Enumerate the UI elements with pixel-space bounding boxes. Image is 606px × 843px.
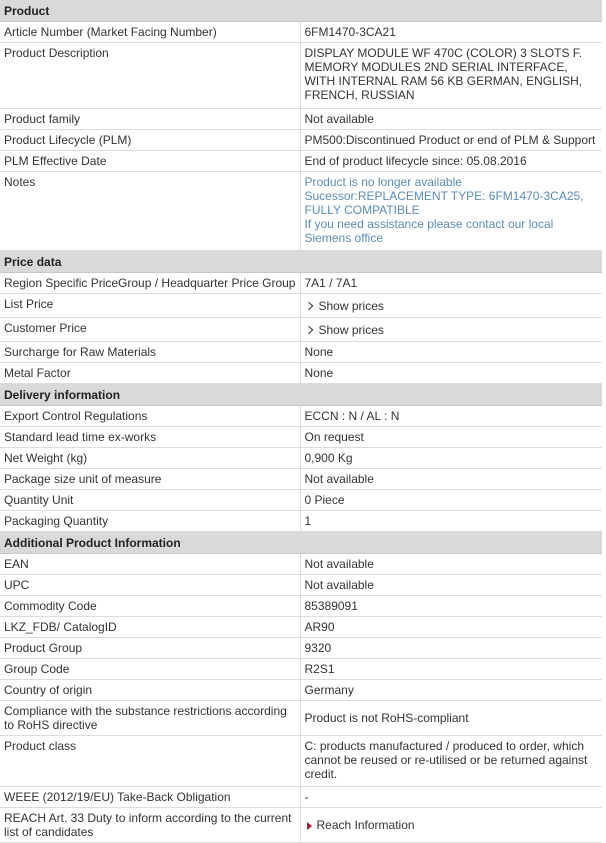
row-label: Quantity Unit (0, 490, 300, 511)
row-value: R2S1 (300, 659, 602, 680)
show-prices-label: Show prices (318, 323, 384, 337)
row-label: Region Specific PriceGroup / Headquarter Price Group (0, 273, 300, 294)
notes-successor-text: Sucessor:REPLACEMENT TYPE: 6FM1470-3CA25, FULLY COMPATIBLE (304, 189, 584, 217)
row-label: Packaging Quantity (0, 511, 300, 532)
row-net-weight (0, 448, 602, 469)
row-label: Article Number (Market Facing Number) (0, 22, 300, 43)
row-label: List Price (0, 294, 300, 318)
row-export-control (0, 406, 602, 427)
row-label: REACH Art. 33 Duty to inform according to the current list of candidates (0, 808, 300, 843)
reach-information-link[interactable] (305, 818, 415, 832)
row-value: PM500:Discontinued Product or end of PLM & Support (300, 130, 602, 151)
row-rohs-compliance (0, 701, 602, 736)
row-label: Customer Price (0, 318, 300, 342)
row-label: Product Group (0, 638, 300, 659)
row-label: Net Weight (kg) (0, 448, 300, 469)
row-label: Product family (0, 109, 300, 130)
row-label: Standard lead time ex-works (0, 427, 300, 448)
row-group-code (0, 659, 602, 680)
row-label: Country of origin (0, 680, 300, 701)
row-lead-time (0, 427, 602, 448)
notes-contact-text: If you need assistance please contact our local Siemens office (304, 217, 554, 245)
row-value: Product is not RoHS-compliant (300, 701, 602, 736)
section-title: Price data (0, 251, 602, 273)
row-country-of-origin (0, 680, 602, 701)
row-value: 85389091 (300, 596, 602, 617)
row-list-price (0, 294, 602, 318)
show-prices-label: Show prices (318, 299, 384, 313)
row-value: - (300, 787, 602, 808)
row-product-class (0, 736, 602, 787)
show-customer-prices-link[interactable] (305, 323, 384, 337)
row-value: End of product lifecycle since: 05.08.2016 (300, 151, 602, 172)
row-label: PLM Effective Date (0, 151, 300, 172)
row-value: 9320 (300, 638, 602, 659)
row-label: Compliance with the substance restrictions according to RoHS directive (0, 701, 300, 736)
row-value: 0,900 Kg (300, 448, 602, 469)
section-title: Product (0, 0, 602, 22)
row-metal-factor (0, 363, 602, 384)
row-value: DISPLAY MODULE WF 470C (COLOR) 3 SLOTS F. MEMORY MODULES 2ND SERIAL INTERFACE, WITH INTERNAL RAM 56 KB GERMAN, ENGLISH, FRENCH, RUSSIAN (300, 43, 602, 109)
row-customer-price (0, 318, 602, 342)
row-commodity-code (0, 596, 602, 617)
row-value: Not available (300, 469, 602, 490)
row-product-description (0, 43, 602, 109)
row-label: EAN (0, 554, 300, 575)
chevron-right-icon (304, 302, 312, 310)
row-value: None (300, 363, 602, 384)
row-label: UPC (0, 575, 300, 596)
chevron-right-icon (304, 326, 312, 334)
row-value: Germany (300, 680, 602, 701)
row-upc (0, 575, 602, 596)
row-label: Surcharge for Raw Materials (0, 342, 300, 363)
row-quantity-unit (0, 490, 602, 511)
row-region-price-group (0, 273, 602, 294)
row-label: Product class (0, 736, 300, 787)
row-packaging-quantity (0, 511, 602, 532)
row-label: WEEE (2012/19/EU) Take-Back Obligation (0, 787, 300, 808)
row-lkz-catalog-id (0, 617, 602, 638)
row-product-lifecycle (0, 130, 602, 151)
section-header-additional (0, 532, 602, 554)
row-label: Export Control Regulations (0, 406, 300, 427)
row-package-size (0, 469, 602, 490)
triangle-right-icon (307, 822, 312, 830)
section-header-delivery (0, 384, 602, 406)
row-value: AR90 (300, 617, 602, 638)
row-plm-effective-date (0, 151, 602, 172)
row-label: Notes (0, 172, 300, 251)
row-value (300, 172, 602, 251)
row-label: Product Lifecycle (PLM) (0, 130, 300, 151)
row-label: LKZ_FDB/ CatalogID (0, 617, 300, 638)
reach-information-label: Reach Information (316, 818, 415, 832)
row-product-family (0, 109, 602, 130)
row-ean (0, 554, 602, 575)
notes-unavailable-text: Product is no longer available (304, 175, 462, 189)
row-value: None (300, 342, 602, 363)
row-value: 0 Piece (300, 490, 602, 511)
row-value: C: products manufactured / produced to order, which cannot be reused or re-utilised or be returned against credit. (300, 736, 602, 787)
section-title: Delivery information (0, 384, 602, 406)
row-value: Not available (300, 575, 602, 596)
row-value: Not available (300, 109, 602, 130)
row-reach (0, 808, 602, 843)
row-value: On request (300, 427, 602, 448)
row-label: Metal Factor (0, 363, 300, 384)
row-surcharge-raw-materials (0, 342, 602, 363)
section-header-product (0, 0, 602, 22)
row-value: 6FM1470-3CA21 (300, 22, 602, 43)
section-title: Additional Product Information (0, 532, 602, 554)
row-label: Product Description (0, 43, 300, 109)
row-notes (0, 172, 602, 251)
row-value: ECCN : N / AL : N (300, 406, 602, 427)
row-product-group (0, 638, 602, 659)
row-article-number (0, 22, 602, 43)
row-label: Commodity Code (0, 596, 300, 617)
row-weee (0, 787, 602, 808)
show-list-prices-link[interactable] (305, 299, 384, 313)
row-value: 7A1 / 7A1 (300, 273, 602, 294)
section-header-price (0, 251, 602, 273)
row-label: Package size unit of measure (0, 469, 300, 490)
row-value: 1 (300, 511, 602, 532)
row-value: Not available (300, 554, 602, 575)
row-label: Group Code (0, 659, 300, 680)
